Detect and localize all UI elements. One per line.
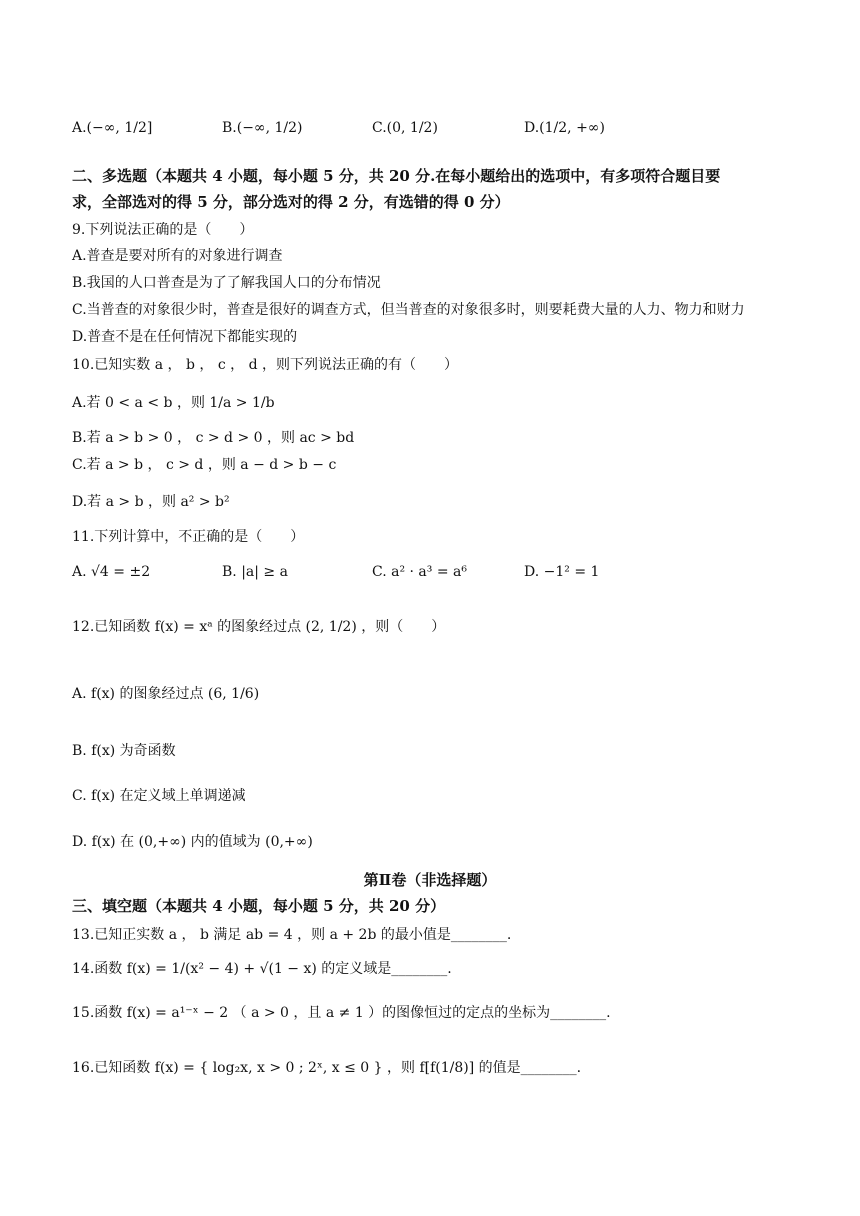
- q9-option-c: C.当普查的对象很少时，普查是很好的调查方式，但当普查的对象很多时，则要耗费大量的人力、物力和财力: [72, 302, 745, 318]
- q15: 15.函数 f(x) = a¹⁻ˣ − 2 （ a > 0 ，且 a ≠ 1 ）的图像恒过的定点的坐标为________.: [72, 1005, 611, 1021]
- q9-option-b: B.我国的人口普查是为了了解我国人口的分布情况: [72, 275, 381, 291]
- q11-option-a: A. √4 = ±2: [72, 564, 151, 580]
- q9-option-a: A.普查是要对所有的对象进行调查: [72, 248, 283, 264]
- section3-heading: 三、填空题（本题共 4 小题，每小题 5 分，共 20 分）: [72, 897, 446, 915]
- q9-option-d: D.普查不是在任何情况下都能实现的: [72, 329, 298, 345]
- q11-option-b: B. |a| ≥ a: [222, 564, 288, 580]
- q10-option-b: B.若 a > b > 0 ， c > d > 0 ，则 ac > bd: [72, 430, 355, 446]
- q11-stem: 11.下列计算中，不正确的是（ ）: [72, 529, 305, 545]
- q12-option-c: C. f(x) 在定义域上单调递减: [72, 788, 246, 804]
- q10-option-c: C.若 a > b ， c > d ，则 a − d > b − c: [72, 457, 337, 473]
- q11-option-c: C. a² · a³ = a⁶: [372, 564, 467, 580]
- q13: 13.已知正实数 a ， b 满足 ab = 4 ，则 a + 2b 的最小值是________.: [72, 927, 512, 943]
- part2-title: 第Ⅱ卷（非选择题）: [363, 871, 497, 889]
- q14: 14.函数 f(x) = 1/(x² − 4) + √(1 − x) 的定义域是________.: [72, 961, 452, 977]
- q8-option-b: B.(−∞, 1/2): [222, 120, 303, 136]
- section2-heading-line2: 求，全部选对的得 5 分，部分选对的得 2 分，有选错的得 0 分）: [72, 193, 510, 211]
- section2-heading-line1: 二、多选题（本题共 4 小题，每小题 5 分，共 20 分.在每小题给出的选项中，有多项符合题目要: [72, 167, 721, 185]
- q10-stem: 10.已知实数 a ， b ， c ， d ，则下列说法正确的有（ ）: [72, 357, 458, 373]
- q12-option-b: B. f(x) 为奇函数: [72, 743, 176, 759]
- q8-option-a: A.(−∞, 1/2]: [72, 120, 153, 136]
- q10-option-a: A.若 0 < a < b ，则 1/a > 1/b: [72, 395, 275, 411]
- q10-option-d: D.若 a > b ，则 a² > b²: [72, 494, 230, 510]
- q12-option-d: D. f(x) 在 (0,+∞) 内的值域为 (0,+∞): [72, 834, 313, 850]
- q12-stem: 12.已知函数 f(x) = xᵃ 的图象经过点 (2, 1/2) ，则（ ）: [72, 619, 446, 635]
- q8-option-d: D.(1/2, +∞): [524, 120, 605, 136]
- q12-option-a: A. f(x) 的图象经过点 (6, 1/6): [72, 686, 260, 702]
- q9-stem: 9.下列说法正确的是（ ）: [72, 222, 254, 238]
- q16: 16.已知函数 f(x) = { log₂x, x > 0 ; 2ˣ, x ≤ 0 } ，则 f[f(1/8)] 的值是________.: [72, 1060, 582, 1076]
- q11-option-d: D. −1² = 1: [524, 564, 600, 580]
- q8-option-c: C.(0, 1/2): [372, 120, 438, 136]
